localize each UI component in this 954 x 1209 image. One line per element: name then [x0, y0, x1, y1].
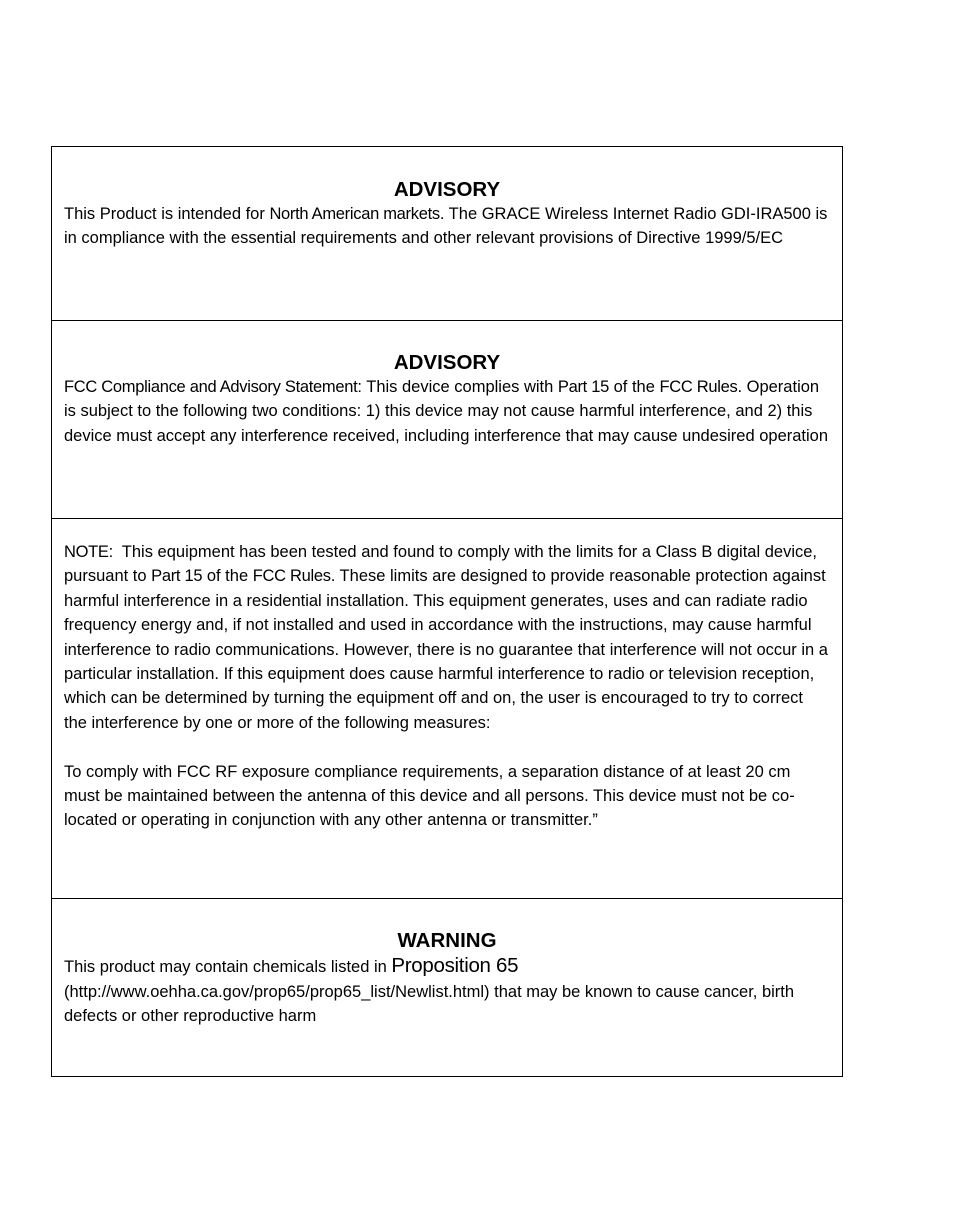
text-run: of the [202, 567, 253, 586]
text-run: . The GRACE Wireless Internet Radio GDI-IRA500 is in compliance with the essential requirements and other relevant provisions of Directive 1999/5/EC [64, 205, 828, 248]
emphasis-fcc-statement: FCC Compliance and Advisory Statement [64, 378, 358, 396]
rf-exposure-text: To comply with FCC RF exposure compliance requirements, a separation distance of at least 20 cm must be maintained between the antenna of this device and all persons. This device must not be co-located or operating in conjunction with any other antenna or transmitter.” [64, 762, 795, 830]
emphasis-fcc-rules: FCC Rules [252, 567, 331, 586]
emphasis-part-15: Part 15 [557, 378, 610, 396]
section-heading: WARNING [397, 929, 497, 952]
emphasis-proposition-65: Proposition 65 [391, 954, 519, 977]
note-label: NOTE: [64, 543, 113, 561]
text-run: of the [609, 378, 660, 396]
advisory-section-markets [52, 147, 842, 321]
text-run: This product may contain chemicals listed in [64, 958, 392, 976]
advisory-section-fcc [52, 321, 842, 519]
section-heading: ADVISORY [393, 351, 501, 374]
note-section [52, 519, 842, 899]
text-run: This equipment has been tested and found to comply with the limits for a Class B digital device, pursuant to [64, 543, 822, 586]
section-heading: ADVISORY [393, 178, 501, 201]
text-run: . These limits are designed to provide reasonable protection against harmful interference in a residential installation. This equipment generates, uses and can radiate radio frequency energy and, if not installed and used in accordance with the instructions, may cause harmful interference to radio communications. However, there is no guarantee that interference will not occur in a particular installation. If this equipment does cause harmful interference to radio or television reception, which can be determined by turning the equipment off and on, the user is encouraged to try to correct the interference by one or more of the following measures: [64, 567, 828, 732]
emphasis-north-american-markets: North American markets [269, 205, 440, 223]
note-text [64, 519, 830, 735]
text-run: . Operation is subject to the following two conditions: 1) this device may not cause harmful interference, and 2) this device must accept any interference received, including interference that may cause undesired operation [64, 378, 829, 445]
warning-text: (http://www.oehha.ca.gov/prop65/prop65_list/Newlist.html) that may be known to cause cancer, birth defects or other reproductive harm [64, 983, 795, 1026]
warning-section [52, 899, 842, 1076]
emphasis-fcc-rules: FCC Rules [659, 378, 738, 396]
text-run: This Product is intended for [64, 205, 270, 223]
advisory-fcc-text [64, 375, 830, 448]
warning-text-line [64, 953, 830, 980]
compliance-table [51, 146, 843, 1077]
advisory-markets-text [64, 202, 830, 251]
text-run: : This device complies with [357, 378, 558, 396]
emphasis-part-15: Part 15 [151, 567, 203, 586]
